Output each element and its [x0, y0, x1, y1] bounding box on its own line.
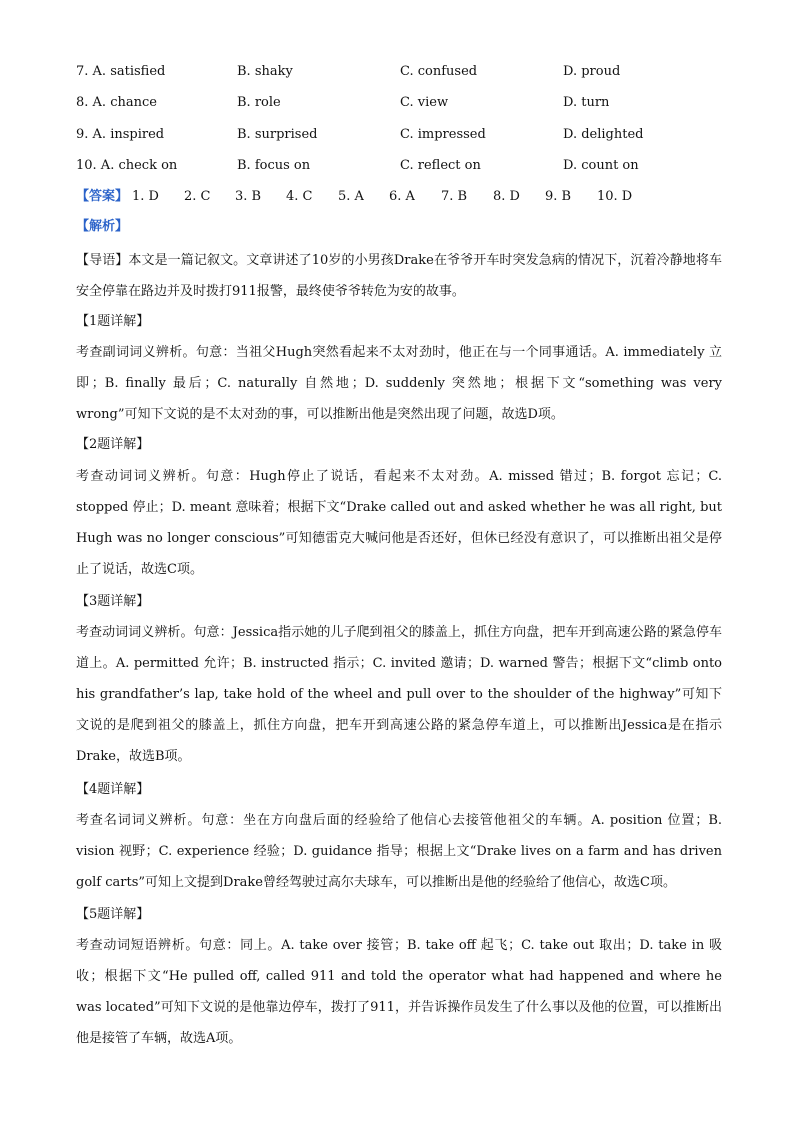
q5-body: 考查动词短语辨析。句意：同上。A. take over 接管；B. take off 起飞；C. take out 取出；D. take in 吸收；根据下文“He pulled off, called 911 and told the operator what had happened and where he was located”可知下文说的是他靠边停车，拨打了911，并告诉操作员发生了什么事以及他的位置，可以推断出他是接管了车辆，故选A项。	[76, 938, 722, 1046]
option-c: C. reflect on	[400, 158, 481, 173]
option-d: D. proud	[563, 64, 621, 79]
intro-paragraph: 【导语】本文是一篇记叙文。文章讲述了10岁的小男孩Drake在爷爷开车时突发急病的情况下，沉着冷静地将车安全停靠在路边并及时拨打911报警，最终使爷爷转危为安的故事。	[76, 253, 722, 299]
option-d: D. turn	[563, 95, 610, 110]
option-c: C. view	[400, 95, 449, 110]
answer-label: 【答案】	[76, 189, 129, 204]
answer-item: 1. D	[132, 189, 159, 204]
q4-body: 考查名词词义辨析。句意：坐在方向盘后面的经验给了他信心去接管他祖父的车辆。A. position 位置；B. vision 视野；C. experience 经验；D. guidance 指导；根据上文“Drake lives on a farm and has driven golf carts”可知上文提到Drake曾经驾驶过高尔夫球车，可以推断出是他的经验给了他信心，故选C项。	[76, 813, 722, 890]
q3-body: 考查动词词义辨析。句意：Jessica指示她的儿子爬到祖父的膝盖上，抓住方向盘，把车开到高速公路的紧急停车道上。A. permitted 允许；B. instructed 指示；C. invited 邀请；D. warned 警告；根据下文“climb onto his grandfather’s lap, take hold of the wheel and pull over to the shoulder of the highway”可知下文说的是爬到祖父的膝盖上，抓住方向盘，把车开到高速公路的紧急停车道上，可以推断出Jessica是在指示Drake，故选B项。	[76, 625, 722, 764]
option-b: B. role	[237, 95, 281, 110]
q2-title: 【2题详解】	[76, 437, 150, 452]
option-d: D. count on	[563, 158, 639, 173]
option-b: B. shaky	[237, 64, 293, 79]
answer-item: 9. B	[545, 189, 572, 204]
q1-title: 【1题详解】	[76, 314, 150, 329]
q2-body: 考查动词词义辨析。句意：Hugh停止了说话，看起来不太对劲。A. missed 错过；B. forgot 忘记；C. stopped 停止；D. meant 意味着；根据下文“Drake called out and asked whether he was all right, but Hugh was no longer conscious”可知德雷克大喊问他是否还好，但休已经没有意识了，可以推断出祖父是停止了说话，故选C项。	[76, 469, 722, 577]
q3-title: 【3题详解】	[76, 594, 150, 609]
q4-title: 【4题详解】	[76, 782, 150, 797]
option-a: 8. A. chance	[76, 95, 157, 110]
q1-body: 考查副词词义辨析。句意：当祖父Hugh突然看起来不太对劲时，他正在与一个同事通话。A. immediately 立即；B. finally 最后；C. naturally 自然地；D. suddenly 突然地；根据下文“something was very wrong”可知下文说的是不太对劲的事，可以推断出他是突然出现了问题，故选D项。	[76, 345, 722, 422]
option-a: 9. A. inspired	[76, 127, 165, 142]
answer-item: 8. D	[493, 189, 520, 204]
q5-title: 【5题详解】	[76, 907, 150, 922]
answer-item: 10. D	[597, 189, 633, 204]
option-b: B. focus on	[237, 158, 311, 173]
option-c: C. impressed	[400, 127, 486, 142]
answer-item: 3. B	[235, 189, 262, 204]
option-a: 10. A. check on	[76, 158, 178, 173]
answer-item: 7. B	[441, 189, 468, 204]
option-c: C. confused	[400, 64, 478, 79]
answer-item: 5. A	[338, 189, 364, 204]
analysis-label: 【解析】	[76, 219, 129, 234]
option-b: B. surprised	[237, 127, 318, 142]
option-d: D. delighted	[563, 127, 644, 142]
answer-item: 4. C	[286, 189, 313, 204]
option-a: 7. A. satisfied	[76, 64, 166, 79]
answer-item: 2. C	[184, 189, 211, 204]
answer-item: 6. A	[389, 189, 415, 204]
